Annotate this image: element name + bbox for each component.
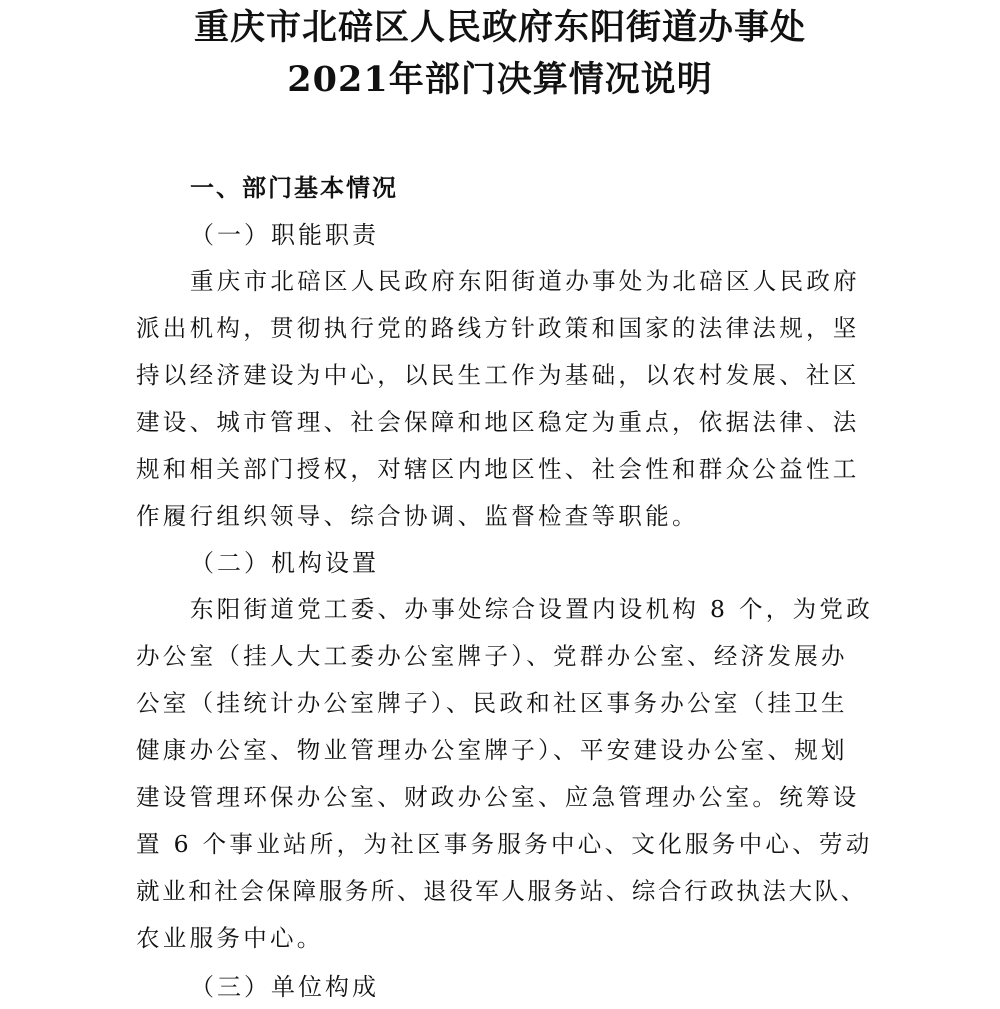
paragraph-line: 公室（挂统计办公室牌子）、民政和社区事务办公室（挂卫生 <box>136 689 848 717</box>
subsection-heading-composition: （三）单位构成 <box>190 973 379 1001</box>
paragraph-line: 就业和社会保障服务所、退役军人服务站、综合行政执法大队、 <box>136 877 867 905</box>
paragraph-line: 建设、城市管理、社会保障和地区稳定为重点，依据法律、法 <box>136 408 860 436</box>
paragraph-line: 东阳街道党工委、办事处综合设置内设机构 8 个，为党政 <box>190 595 873 623</box>
paragraph-line: 置 6 个事业站所，为社区事务服务中心、文化服务中心、劳动 <box>136 830 873 858</box>
document-title-line1: 重庆市北碚区人民政府东阳街道办事处 <box>193 7 806 48</box>
subsection-heading-organization: （二）机构设置 <box>190 549 379 577</box>
paragraph-organization <box>136 586 873 962</box>
paragraph-line: 重庆市北碚区人民政府东阳街道办事处为北碚区人民政府 <box>190 267 860 295</box>
document-title-line2: 2021年部门决算情况说明 <box>287 59 713 100</box>
paragraph-line: 建设管理环保办公室、财政办公室、应急管理办公室。统筹设 <box>136 783 860 811</box>
paragraph-line: 作履行组织领导、综合协调、监督检查等职能。 <box>136 502 699 530</box>
subsection-heading-functions: （一）职能职责 <box>190 221 379 249</box>
paragraph-functions <box>136 258 866 540</box>
paragraph-line: 派出机构，贯彻执行党的路线方针政策和国家的法律法规，坚 <box>136 314 860 342</box>
section-heading-basic-info: 一、部门基本情况 <box>190 174 398 202</box>
paragraph-line: 健康办公室、物业管理办公室牌子）、平安建设办公室、规划 <box>136 736 848 764</box>
paragraph-line: 办公室（挂人大工委办公室牌子）、党群办公室、经济发展办 <box>136 642 848 670</box>
paragraph-line: 规和相关部门授权，对辖区内地区性、社会性和群众公益性工 <box>136 455 860 483</box>
paragraph-line: 持以经济建设为中心，以民生工作为基础，以农村发展、社区 <box>136 361 860 389</box>
paragraph-line: 农业服务中心。 <box>136 924 324 952</box>
